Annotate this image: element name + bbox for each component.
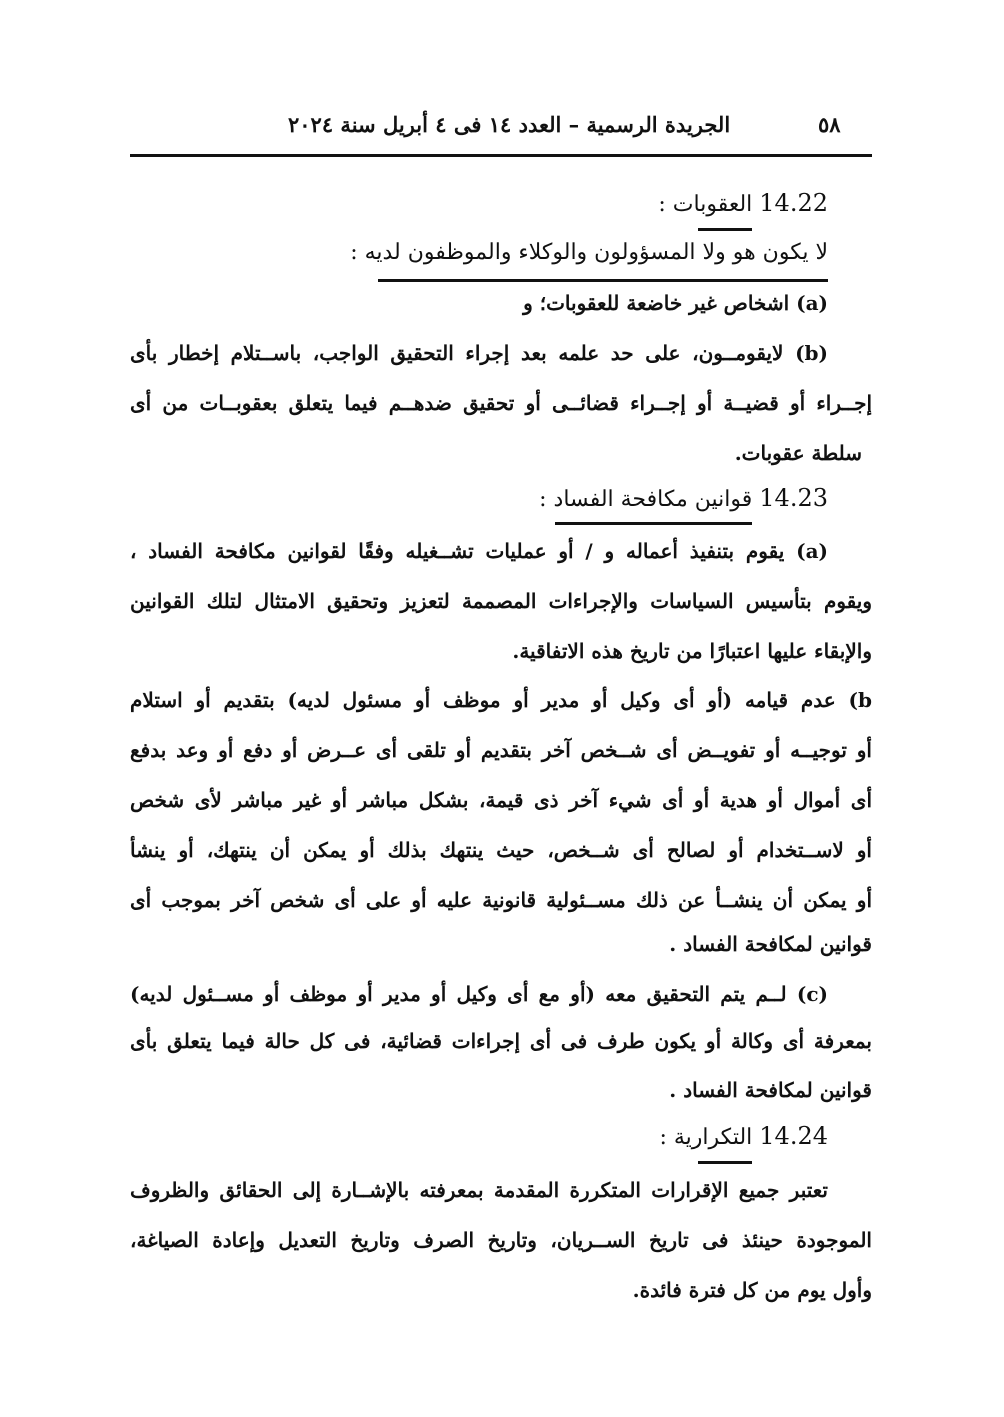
paragraph-line: سلطة عقوبات.	[734, 441, 862, 465]
paragraph-line: أى أموال أو هدية أو أى شيء آخر ذى قيمة، بشكل مباشر أو غير مباشر لأى شخص	[130, 788, 872, 812]
paragraph-line: والإبقاء عليها اعتبارًا من تاريخ هذه الاتفاقية.	[512, 639, 872, 663]
paragraph-line: قوانين لمكافحة الفساد .	[669, 932, 872, 956]
section-title: العقوبات :	[658, 192, 753, 217]
paragraph-line: (c) لــم يتم التحقيق معه (أو مع أى وكيل أو مدير أو موظف أو مســئول لديه)	[130, 982, 828, 1006]
section-title: قوانين مكافحة الفساد :	[539, 487, 753, 512]
paragraph-line: الموجودة حينئذ فى تاريخ الســريان، وتاريخ الصرف وتاريخ التعديل وإعادة الصياغة،	[130, 1228, 872, 1252]
header-rule	[130, 154, 872, 157]
paragraph-line: b) عدم قيامه (أو أى وكيل أو مدير أو موظف أو مسئول لديه) بتقديم أو استلام	[130, 688, 872, 712]
underline	[698, 228, 752, 231]
page-number: ٥٨	[818, 112, 841, 137]
underline	[698, 1161, 752, 1164]
paragraph-line: ويقوم بتأسيس السياسات والإجراءات المصممة لتعزيز وتحقيق الامتثال لتلك القوانين	[130, 589, 872, 613]
paragraph-line: (a) اشخاص غير خاضعة للعقوبات؛ و	[523, 291, 828, 315]
section-number: 14.23	[759, 484, 828, 512]
paragraph-line: إجــراء أو قضيــة أو إجــراء قضائــى أو تحقيق ضدهــم فيما يتعلق بعقوبــات من أى	[130, 391, 872, 415]
header-title: الجريدة الرسمية – العدد ١٤ فى ٤ أبريل سنة ٢٠٢٤	[288, 112, 731, 137]
section-title: التكرارية :	[659, 1125, 753, 1150]
paragraph-line: قوانين لمكافحة الفساد .	[669, 1078, 872, 1102]
paragraph-line: وأول يوم من كل فترة فائدة.	[632, 1278, 872, 1302]
paragraph-line: بمعرفة أى وكالة أو يكون طرف فى أى إجراءات قضائية، فى كل حالة فيما يتعلق بأى	[130, 1029, 872, 1053]
paragraph-line: (b) لايقومــون، على حد علمه بعد إجراء التحقيق الواجب، باســتلام إخطار بأى	[130, 341, 828, 365]
underline	[378, 279, 828, 282]
paragraph-line: لا يكون هو ولا المسؤولون والوكلاء والموظفون لديه :	[350, 240, 828, 265]
section-number: 14.22	[759, 189, 828, 217]
paragraph-line: أو يمكن أن ينشــأ عن ذلك مســئولية قانونية عليه أو على أى شخص آخر بموجب أى	[130, 888, 872, 912]
section-heading-14-24	[130, 1121, 872, 1153]
section-number: 14.24	[759, 1122, 828, 1150]
paragraph-line: أو لاســتخدام أو لصالح أى شــخص، حيث ينتهك بذلك أو يمكن أن ينتهك، أو ينشأ	[130, 838, 872, 862]
paragraph-line: (a) يقوم بتنفيذ أعماله و / أو عمليات تشــغيله وفقًا لقوانين مكافحة الفساد ،	[130, 539, 828, 563]
underline	[555, 522, 752, 525]
paragraph-line: أو توجيــه أو تفويــض أى شــخص آخر بتقديم أو تلقى أى عــرض أو دفع أو وعد بدفع	[130, 738, 872, 762]
section-heading-14-23	[130, 483, 872, 515]
paragraph-line: تعتبر جميع الإقرارات المتكررة المقدمة بمعرفته بالإشــارة إلى الحقائق والظروف	[130, 1178, 828, 1202]
section-heading-14-22	[130, 188, 872, 220]
